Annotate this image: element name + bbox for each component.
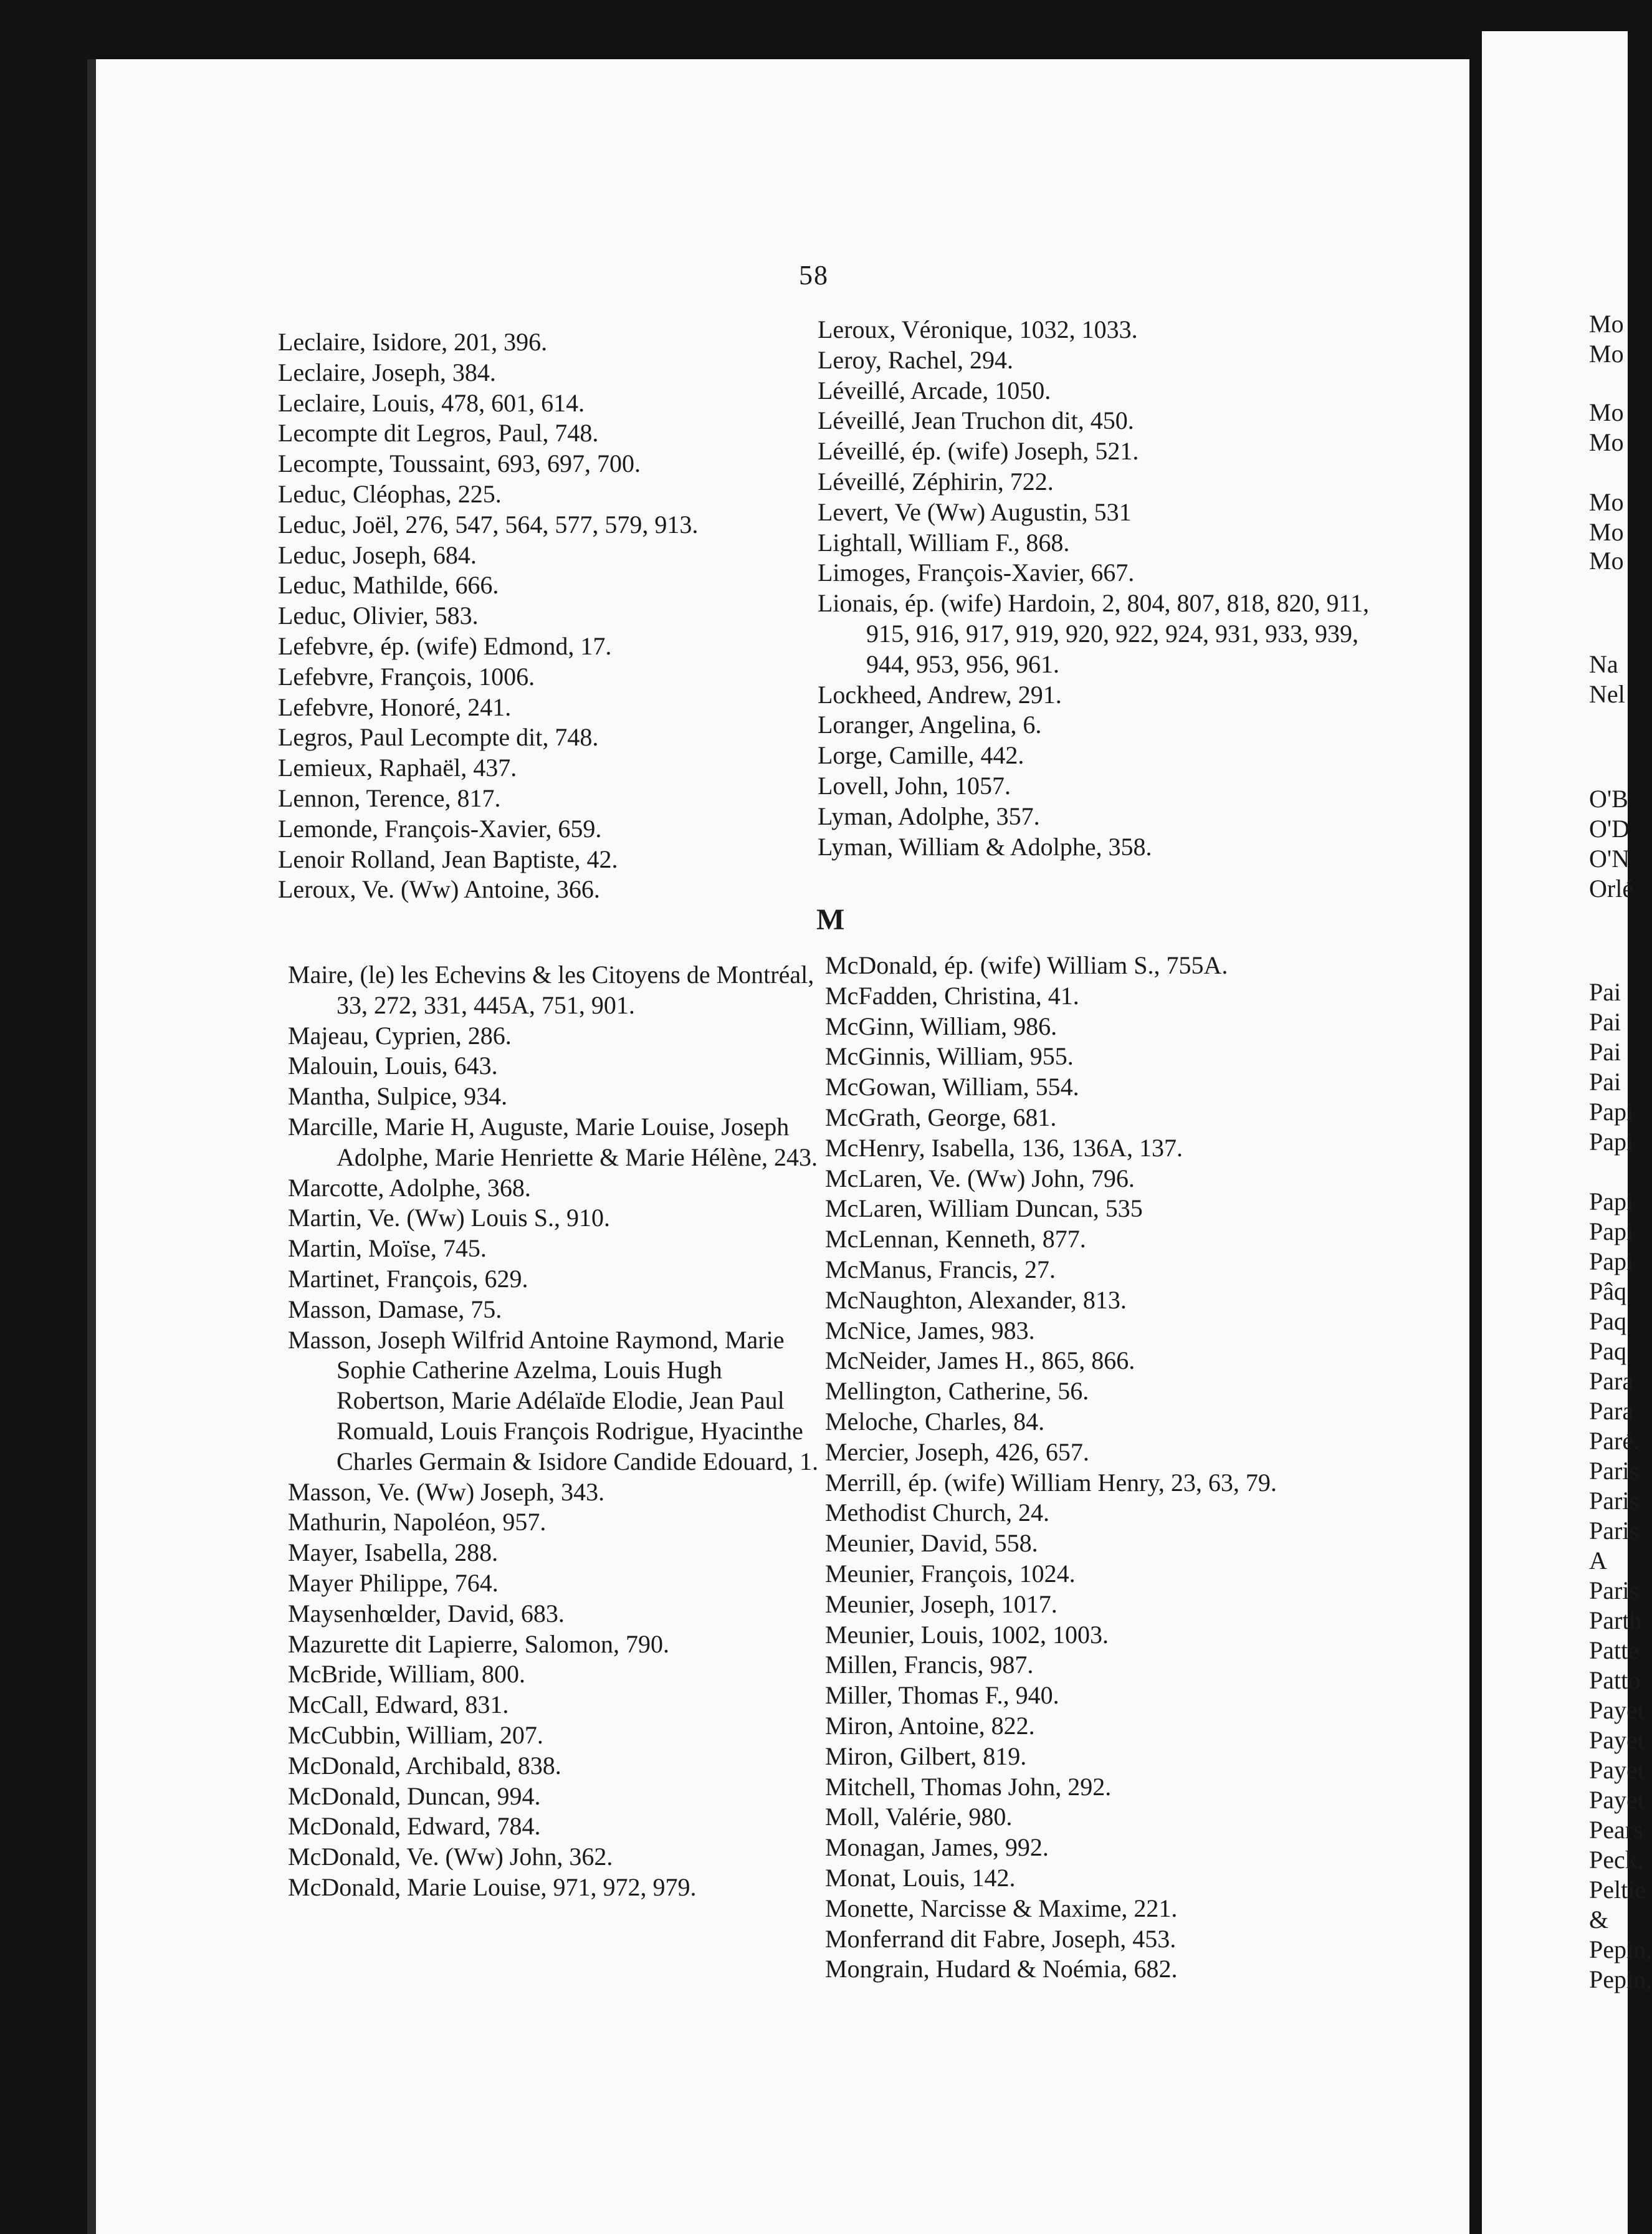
index-entry: Majeau, Cyprien, 286. — [288, 1021, 512, 1050]
index-entry: Mayer Philippe, 764. — [288, 1568, 499, 1597]
index-entry: Léveillé, Arcade, 1050. — [818, 376, 1051, 405]
next-page-fragment: Mo — [1589, 488, 1624, 516]
next-page-fragment: Paq — [1589, 1307, 1626, 1335]
index-entry: Lefebvre, ép. (wife) Edmond, 17. — [278, 631, 612, 660]
next-page-fragment: Patte — [1589, 1636, 1639, 1664]
index-entry: Mathurin, Napoléon, 957. — [288, 1508, 547, 1536]
next-page-fragment: Para — [1589, 1397, 1634, 1425]
index-entry: Miron, Gilbert, 819. — [825, 1742, 1027, 1770]
index-entry: Mongrain, Hudard & Noémia, 682. — [825, 1955, 1178, 1983]
next-page-fragment: Payet — [1589, 1696, 1645, 1724]
index-entry: Maysenhœlder, David, 683. — [288, 1599, 565, 1628]
next-page-fragment: Payet — [1589, 1786, 1645, 1814]
index-entry: Lionais, ép. (wife) Hardoin, 2, 804, 807, 818, 820, 911, 915, 916, 917, 919, 920, 922, 924, 931, 933, 939, 944, 953, 956, 961. — [818, 589, 1370, 678]
index-entry: McManus, Francis, 27. — [825, 1255, 1056, 1283]
index-entry: Lorge, Camille, 442. — [818, 741, 1024, 770]
next-page-fragment: Pai — [1589, 978, 1621, 1006]
next-page-fragment: Pears — [1589, 1816, 1643, 1844]
index-entry: Leclaire, Isidore, 201, 396. — [278, 328, 548, 356]
index-entry: McLaren, William Duncan, 535 — [825, 1194, 1143, 1223]
next-page-fragment: Mo — [1589, 518, 1624, 546]
index-entry: McCall, Edward, 831. — [288, 1690, 509, 1719]
next-page-fragment: O'N — [1589, 845, 1630, 873]
index-entry: Marcille, Marie H, Auguste, Marie Louise, Joseph Adolphe, Marie Henriette & Marie Hélène, 243. — [288, 1112, 818, 1171]
next-page-fragment: Pepin, — [1589, 1935, 1652, 1963]
index-entry: Masson, Joseph Wilfrid Antoine Raymond, Marie Sophie Catherine Azelma, Louis Hugh Robertson, Marie Adélaïde Elodie, Jean Paul Romuald, Louis François Rodrigue, Hyacinthe Charles Germain & Isidore Candide Edouard, 1. — [288, 1325, 819, 1475]
right-column-m-entries — [825, 951, 1398, 1985]
index-entry: Lecompte dit Legros, Paul, 748. — [278, 419, 599, 448]
index-entry: Meloche, Charles, 84. — [825, 1407, 1045, 1436]
index-entry: McLaren, Ve. (Ww) John, 796. — [825, 1164, 1135, 1192]
index-entry: McHenry, Isabella, 136, 136A, 137. — [825, 1133, 1183, 1162]
index-entry: McNeider, James H., 865, 866. — [825, 1346, 1135, 1375]
index-entry: McDonald, Duncan, 994. — [288, 1781, 541, 1810]
index-entry: Malouin, Louis, 643. — [288, 1052, 498, 1080]
section-letter-heading: M — [816, 903, 845, 936]
index-entry: Leduc, Cléophas, 225. — [278, 479, 502, 508]
index-entry: Leroux, Ve. (Ww) Antoine, 366. — [278, 875, 600, 904]
index-entry: Meunier, François, 1024. — [825, 1559, 1076, 1588]
next-page-fragment: Papi — [1589, 1187, 1634, 1215]
index-entry: Millen, Francis, 987. — [825, 1651, 1034, 1679]
next-page-fragment: Mo — [1589, 310, 1624, 338]
left-column-l-entries — [278, 327, 820, 905]
next-page-fragment: O'B — [1589, 785, 1628, 813]
index-entry: Léveillé, Zéphirin, 722. — [818, 467, 1054, 496]
index-entry: Limoges, François-Xavier, 667. — [818, 558, 1135, 587]
next-page-fragment: Paris — [1589, 1517, 1639, 1545]
index-entry: Leduc, Mathilde, 666. — [278, 571, 499, 600]
index-entry: Maire, (le) les Echevins & les Citoyens de Montréal, 33, 272, 331, 445A, 751, 901. — [288, 961, 814, 1019]
next-page-fragment: Paris — [1589, 1487, 1639, 1515]
next-page-fragment: Na — [1589, 650, 1618, 678]
index-entry: Lefebvre, Honoré, 241. — [278, 693, 512, 721]
next-page-fragment: & — [1589, 1906, 1609, 1934]
index-entry: Mayer, Isabella, 288. — [288, 1538, 499, 1567]
index-entry: Mercier, Joseph, 426, 657. — [825, 1437, 1089, 1466]
index-entry: Marcotte, Adolphe, 368. — [288, 1173, 531, 1202]
index-entry: Monette, Narcisse & Maxime, 221. — [825, 1894, 1178, 1922]
index-entry: Moll, Valérie, 980. — [825, 1803, 1013, 1831]
index-entry: Martinet, François, 629. — [288, 1264, 528, 1293]
next-page-fragment: Papi — [1589, 1247, 1634, 1275]
next-page-fragment: Pepin, — [1589, 1965, 1652, 1993]
next-page-fragment: Patto — [1589, 1666, 1641, 1694]
index-entry: Monagan, James, 992. — [825, 1833, 1049, 1862]
next-page-fragment: Peltie — [1589, 1876, 1646, 1904]
next-page-fragment: Paré. — [1589, 1427, 1640, 1455]
index-entry: McBride, William, 800. — [288, 1660, 525, 1689]
next-page-fragment: Pai — [1589, 1038, 1621, 1066]
next-page-fragment: Payet — [1589, 1756, 1645, 1784]
index-entry: Lemieux, Raphaël, 437. — [278, 754, 517, 782]
index-entry: McDonald, Marie Louise, 971, 972, 979. — [288, 1872, 697, 1901]
index-entry: McDonald, ép. (wife) William S., 755A. — [825, 951, 1228, 979]
index-entry: Leclaire, Joseph, 384. — [278, 358, 496, 386]
index-entry: Merrill, ép. (wife) William Henry, 23, 63, 79. — [825, 1468, 1277, 1497]
next-page-fragment: Mo — [1589, 340, 1624, 368]
next-page-fragment: Papi — [1589, 1128, 1634, 1156]
next-page-fragment: Nel — [1589, 680, 1625, 708]
next-page-fragment: Mo — [1589, 428, 1624, 456]
index-entry: Martin, Moïse, 745. — [288, 1234, 487, 1263]
index-entry: Leroux, Véronique, 1032, 1033. — [818, 315, 1138, 343]
index-entry: Lemonde, François-Xavier, 659. — [278, 814, 602, 843]
next-page-fragment: Paris — [1589, 1457, 1639, 1485]
index-entry: Masson, Ve. (Ww) Joseph, 343. — [288, 1477, 605, 1506]
index-entry: Leduc, Joseph, 684. — [278, 540, 477, 569]
index-entry: Lockheed, Andrew, 291. — [818, 680, 1062, 709]
index-entry: Meunier, David, 558. — [825, 1529, 1038, 1558]
index-entry: Legros, Paul Lecompte dit, 748. — [278, 723, 599, 752]
index-entry: Loranger, Angelina, 6. — [818, 711, 1042, 739]
index-entry: McGinnis, William, 955. — [825, 1042, 1074, 1071]
right-column-l-entries — [818, 315, 1391, 862]
index-entry: Mazurette dit Lapierre, Salomon, 790. — [288, 1629, 670, 1658]
index-entry: McDonald, Archibald, 838. — [288, 1751, 561, 1780]
next-page-fragment: Papi — [1589, 1217, 1634, 1245]
next-page-fragment: Payet — [1589, 1726, 1645, 1754]
next-page-fragment: Mo — [1589, 398, 1624, 426]
index-entry: Meunier, Louis, 1002, 1003. — [825, 1620, 1109, 1649]
next-page-fragment: Paris — [1589, 1576, 1639, 1604]
index-entry: McDonald, Ve. (Ww) John, 362. — [288, 1843, 613, 1871]
next-page-fragment: Paq — [1589, 1337, 1626, 1365]
left-column-m-entries — [288, 960, 824, 1903]
index-entry: Miron, Antoine, 822. — [825, 1711, 1035, 1740]
index-entry: McGowan, William, 554. — [825, 1073, 1079, 1101]
index-entry: Lecompte, Toussaint, 693, 697, 700. — [278, 449, 641, 478]
index-entry: Lefebvre, François, 1006. — [278, 662, 535, 691]
next-page-fragment: Parth — [1589, 1606, 1642, 1634]
index-entry: Lovell, John, 1057. — [818, 771, 1011, 800]
next-page-fragment: Papi — [1589, 1098, 1634, 1126]
next-page-fragment: Pâq — [1589, 1277, 1626, 1305]
index-entry: Leclaire, Louis, 478, 601, 614. — [278, 388, 585, 417]
next-page-fragment: Peck, — [1589, 1846, 1644, 1874]
page-number: 58 — [799, 260, 829, 290]
index-entry: Miller, Thomas F., 940. — [825, 1681, 1059, 1710]
index-entry: McFadden, Christina, 41. — [825, 981, 1079, 1010]
index-entry: Mitchell, Thomas John, 292. — [825, 1772, 1112, 1801]
index-entry: McCubbin, William, 207. — [288, 1720, 543, 1749]
index-entry: McNice, James, 983. — [825, 1316, 1035, 1345]
index-entry: Mantha, Sulpice, 934. — [288, 1082, 508, 1111]
index-entry: Monat, Louis, 142. — [825, 1863, 1016, 1892]
index-entry: McLennan, Kenneth, 877. — [825, 1225, 1086, 1254]
next-page-fragment: A — [1589, 1546, 1607, 1575]
next-page-fragment: Para — [1589, 1367, 1634, 1395]
index-entry: Léveillé, ép. (wife) Joseph, 521. — [818, 437, 1139, 466]
index-entry: Meunier, Joseph, 1017. — [825, 1589, 1058, 1618]
index-entry: Leduc, Olivier, 583. — [278, 602, 479, 630]
index-entry: Lennon, Terence, 817. — [278, 784, 501, 812]
index-entry: Levert, Ve (Ww) Augustin, 531 — [818, 497, 1132, 526]
index-entry: McGinn, William, 986. — [825, 1012, 1058, 1040]
next-page-fragment: Pai — [1589, 1068, 1621, 1096]
index-entry: Monferrand dit Fabre, Joseph, 453. — [825, 1924, 1177, 1953]
index-entry: Mellington, Catherine, 56. — [825, 1377, 1089, 1406]
index-entry: Lightall, William F., 868. — [818, 528, 1070, 557]
index-entry: Leroy, Rachel, 294. — [818, 345, 1013, 374]
index-entry: Leduc, Joël, 276, 547, 564, 577, 579, 913. — [278, 510, 699, 539]
index-entry: Masson, Damase, 75. — [288, 1295, 502, 1323]
index-entry: McNaughton, Alexander, 813. — [825, 1285, 1127, 1314]
next-page-fragment: Pai — [1589, 1008, 1621, 1036]
index-entry: Lyman, Adolphe, 357. — [818, 802, 1040, 830]
next-page-fragment: O'D — [1589, 815, 1630, 843]
index-entry: McDonald, Edward, 784. — [288, 1812, 541, 1841]
index-entry: McGrath, George, 681. — [825, 1103, 1057, 1131]
index-entry: Lenoir Rolland, Jean Baptiste, 42. — [278, 845, 618, 873]
index-entry: Léveillé, Jean Truchon dit, 450. — [818, 406, 1134, 435]
index-entry: Martin, Ve. (Ww) Louis S., 910. — [288, 1204, 610, 1232]
index-entry: Methodist Church, 24. — [825, 1498, 1049, 1527]
index-entry: Lyman, William & Adolphe, 358. — [818, 832, 1152, 861]
next-page-fragment: Orlé — [1589, 875, 1634, 903]
next-page-fragment: Mo — [1589, 547, 1624, 575]
